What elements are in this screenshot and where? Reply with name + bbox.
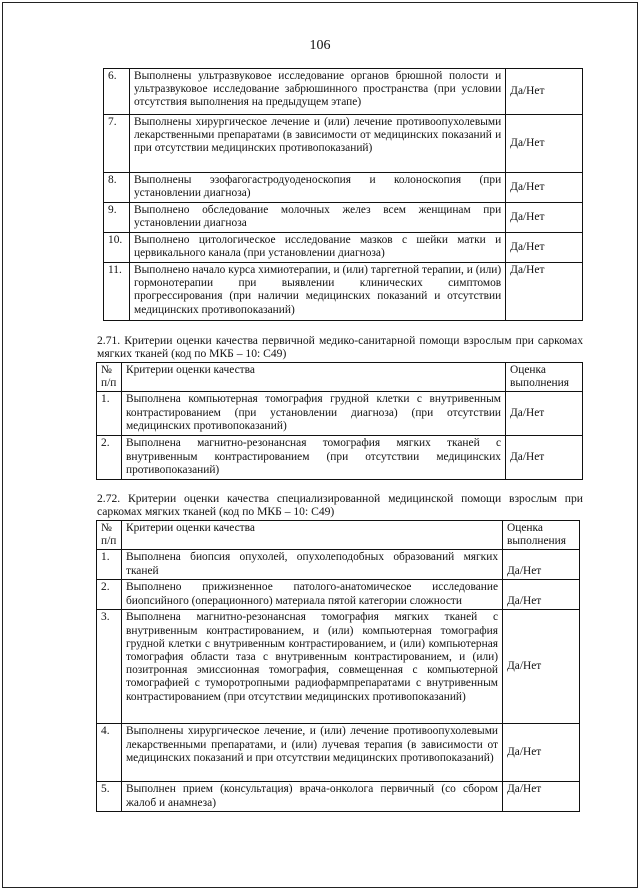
column-header-number: № п/п bbox=[97, 363, 122, 392]
criterion-text: Выполнена компьютерная томография грудной клетки с внутривенным контрастированием (при установлении диагноза) (при отсутствии медицинских противопоказаний) bbox=[121, 392, 505, 436]
table-row bbox=[97, 550, 580, 580]
table-header-row bbox=[97, 521, 580, 550]
row-number: 5. bbox=[97, 782, 122, 812]
criterion-text: Выполнено обследование молочных желез всем женщинам при установлении диагноза bbox=[129, 203, 505, 233]
table-row bbox=[104, 115, 583, 173]
criterion-text: Выполнено начало курса химиотерапии, и (или) таргетной терапии, и (или) гормонотерапии при выявлении клинических симптомов прогрессирования (при наличии медицинских показаний и отсутствии медицинских противопоказаний) bbox=[129, 263, 505, 321]
column-header-rating: Оценка выполнения bbox=[503, 521, 580, 550]
section-heading-2-72: 2.72. Критерии оценки качества специализированной медицинской помощи взрослым при саркомах мягких тканей (код по МКБ – 10: C49) bbox=[97, 492, 583, 519]
rating-value: Да/Нет bbox=[506, 392, 583, 436]
column-header-rating: Оценка выполнения bbox=[506, 363, 583, 392]
table-row bbox=[104, 203, 583, 233]
row-number: 3. bbox=[97, 610, 122, 724]
table-row bbox=[97, 580, 580, 610]
row-number: 2. bbox=[97, 580, 122, 610]
table-row bbox=[104, 263, 583, 321]
table-row bbox=[104, 173, 583, 203]
rating-value: Да/Нет bbox=[506, 115, 583, 173]
table-row bbox=[97, 436, 583, 480]
criterion-text: Выполнена магнитно-резонансная томография мягких тканей с внутривенным контрастированием (при отсутствии медицинских противопоказаний) bbox=[121, 436, 505, 480]
row-number: 4. bbox=[97, 724, 122, 782]
criterion-text: Выполнена магнитно-резонансная томография мягких тканей с внутривенным контрастированием, и (или) компьютерная томография грудной клетки с внутривенным контрастированием, и (или) компьютерная томография области таза с внутривенным контрастированием, и (или) позитронная эмиссионная томография, совмещенная с компьютерной томографией с туморотропными радиофармпрепаратами с внутривенным контрастированием (при отсутствии медицинских противопоказаний) bbox=[121, 610, 502, 724]
row-number: 8. bbox=[104, 173, 130, 203]
rating-value: Да/Нет bbox=[506, 203, 583, 233]
criteria-table-2-72 bbox=[96, 520, 580, 812]
row-number: 7. bbox=[104, 115, 130, 173]
table-header-row bbox=[97, 363, 583, 392]
criterion-text: Выполнены хирургическое лечение, и (или) лечение противоопухолевыми лекарственными препаратами, и (или) лучевая терапия (в зависимости от медицинских показаний и при отсутствии медицинских противопоказаний) bbox=[121, 724, 502, 782]
table-row bbox=[104, 69, 583, 115]
rating-value: Да/Нет bbox=[503, 782, 580, 812]
row-number: 10. bbox=[104, 233, 130, 263]
criterion-text: Выполнен прием (консультация) врача-онколога первичный (со сбором жалоб и анамнеза) bbox=[121, 782, 502, 812]
table-row bbox=[97, 610, 580, 724]
row-number: 1. bbox=[97, 392, 122, 436]
criterion-text: Выполнены хирургическое лечение и (или) лечение противоопухолевыми лекарственными препаратами (в зависимости от медицинских показаний и при отсутствии медицинских противопоказаний) bbox=[129, 115, 505, 173]
section-heading-2-71: 2.71. Критерии оценки качества первичной медико-санитарной помощи взрослым при саркомах мягких тканей (код по МКБ – 10: C49) bbox=[97, 334, 583, 361]
rating-value: Да/Нет bbox=[506, 69, 583, 115]
criterion-text: Выполнено прижизненное патолого-анатомическое исследование биопсийного (операционного) материала пятой категории сложности bbox=[121, 580, 502, 610]
rating-value: Да/Нет bbox=[503, 610, 580, 724]
criteria-table-2-71 bbox=[96, 362, 583, 480]
rating-value: Да/Нет bbox=[503, 580, 580, 610]
criterion-text: Выполнено цитологическое исследование мазков с шейки матки и цервикального канала (при установлении диагноза) bbox=[129, 233, 505, 263]
column-header-criteria: Критерии оценки качества bbox=[121, 521, 502, 550]
criterion-text: Выполнена биопсия опухолей, опухолеподобных образований мягких тканей bbox=[121, 550, 502, 580]
criteria-table-continued bbox=[103, 68, 583, 321]
table-row bbox=[97, 782, 580, 812]
rating-value: Да/Нет bbox=[506, 233, 583, 263]
criterion-text: Выполнены ультразвуковое исследование органов брюшной полости и ультразвуковое исследование забрюшинного пространства (при условии отсутствия выполнения на предыдущем этапе) bbox=[129, 69, 505, 115]
row-number: 6. bbox=[104, 69, 130, 115]
table-row bbox=[104, 233, 583, 263]
row-number: 2. bbox=[97, 436, 122, 480]
criterion-text: Выполнены эзофагогастродуоденоскопия и колоноскопия (при установлении диагноза) bbox=[129, 173, 505, 203]
row-number: 1. bbox=[97, 550, 122, 580]
rating-value: Да/Нет bbox=[503, 550, 580, 580]
rating-value: Да/Нет bbox=[503, 724, 580, 782]
rating-value: Да/Нет bbox=[506, 173, 583, 203]
table-row bbox=[97, 392, 583, 436]
rating-value: Да/Нет bbox=[506, 436, 583, 480]
row-number: 11. bbox=[104, 263, 130, 321]
page-number: 106 bbox=[309, 38, 331, 53]
row-number: 9. bbox=[104, 203, 130, 233]
table-row bbox=[97, 724, 580, 782]
column-header-criteria: Критерии оценки качества bbox=[121, 363, 505, 392]
column-header-number: № п/п bbox=[97, 521, 122, 550]
rating-value: Да/Нет bbox=[506, 263, 583, 321]
